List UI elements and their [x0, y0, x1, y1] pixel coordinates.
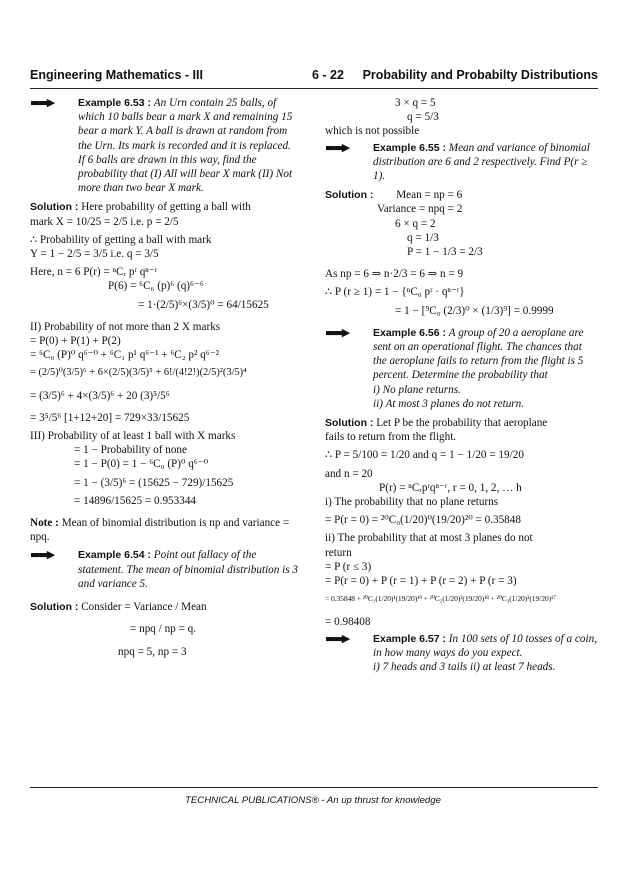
math-line: As np = 6 ⇒ n·2/3 = 6 ⇒ n = 9	[325, 268, 464, 281]
math-line: = 0.35848 + ²⁰C₁(1/20)¹(19/20)¹⁹ + ²⁰C₂(1/20)²(19/20)¹⁸ + ²⁰C₃(1/20)³(19/20)¹⁷	[325, 594, 556, 604]
example-label: Example 6.54 :	[78, 549, 151, 562]
math-line: = 1 − (3/5)⁶ = (15625 − 729)/15625	[74, 476, 234, 489]
math-line: = P (r ≤ 3)	[325, 560, 372, 573]
math-line: = 1 − Probability of none	[74, 444, 187, 457]
math-line: ∴ P = 5/100 = 1/20 and q = 1 − 1/20 = 19/20	[325, 449, 524, 462]
math-line: III) Probability of at least 1 ball with X marks	[30, 430, 236, 443]
solution-label: Solution :	[30, 601, 79, 614]
example-6-54	[30, 548, 300, 591]
math-line: = npq / np = q.	[130, 623, 197, 636]
example-subpart: i) No plane returns.	[373, 383, 461, 396]
example-subpart: i) 7 heads and 3 tails ii) at least 7 heads.	[373, 661, 556, 674]
math-line: npq = 5, np = 3	[118, 645, 187, 658]
math-line: = 1 − [⁹C₀ (2/3)⁰ × (1/3)⁹] = 0.9999	[395, 304, 554, 317]
note-block	[30, 516, 300, 544]
math-line: = P(0) + P(1) + P(2)	[30, 335, 121, 348]
arrow-icon: ▬▬▶	[325, 631, 349, 645]
math-line: = 1·(2/5)⁶×(3/5)⁰ = 64/15625	[138, 298, 269, 311]
chapter-title: Probability and Probabilty Distributions	[362, 68, 598, 82]
book-title: Engineering Mathematics - III	[30, 68, 203, 82]
math-line: = ⁶C₀ (P)⁰ q⁶⁻⁰ + ⁶C₁ p¹ q⁶⁻¹ + ⁶C₂ p² q⁶⁻²	[30, 349, 219, 362]
example-label: Example 6.55 :	[373, 141, 446, 154]
example-6-53	[30, 96, 300, 195]
solution-label: Solution :	[30, 201, 79, 214]
math-line: Here, n = 6 P(r) = ⁿCᵣ pʳ qⁿ⁻ʳ	[30, 266, 158, 279]
left-column	[30, 96, 300, 659]
arrow-icon: ▬▬▶	[30, 96, 54, 109]
math-line: fails to return from the flight.	[325, 431, 457, 444]
math-line: Y = 1 − 2/5 = 3/5 i.e. q = 3/5	[30, 248, 159, 261]
math-line: P = 1 − 1/3 = 2/3	[407, 246, 483, 259]
math-line: mark X = 10/25 = 2/5 i.e. p = 2/5	[30, 215, 179, 228]
page-number: 6 - 22	[312, 68, 344, 82]
example-question: In 100 sets of 10 tosses of a coin, in how many ways do you expect.	[373, 632, 597, 659]
arrow-icon: ▬▬▶	[30, 548, 54, 562]
running-header	[30, 68, 598, 86]
math-line: P(6) = ⁶C₆ (p)⁶ (q)⁶⁻⁶	[108, 280, 204, 293]
arrow-icon: ▬▬▶	[325, 325, 349, 339]
example-question: Point out fallacy of the statement. The mean of binomial distribution is 3 and variance 5.	[78, 549, 299, 590]
note-text: Mean of binomial distribution is np and variance = npq.	[30, 517, 290, 544]
example-label: Example 6.57 :	[373, 632, 446, 645]
example-question: Mean and variance of binomial distribution are 6 and 2 respectively. Find P(r ≥ 1).	[373, 141, 590, 183]
math-line: Consider = Variance / Mean	[81, 601, 207, 614]
math-line: = 14896/15625 = 0.953344	[74, 494, 197, 507]
example-label: Example 6.56 :	[373, 326, 446, 339]
math-line: q = 5/3	[407, 111, 439, 124]
footer-publisher: TECHNICAL PUBLICATIONS® - An up thrust for knowledge	[185, 795, 441, 806]
math-line: which is not possible	[325, 125, 420, 138]
example-label: Example 6.53 :	[78, 97, 151, 109]
math-line: = P(r = 0) + P (r = 1) + P (r = 2) + P (r = 3)	[325, 575, 517, 588]
math-line: Let P be the probability that aeroplane	[376, 417, 548, 430]
math-line: = (2/5)⁰(3/5)⁶ + 6×(2/5)(3/5)⁵ + 6!/(4!2!)(2/5)²(3/5)⁴	[30, 367, 247, 379]
math-line: ∴ P (r ≥ 1) = 1 − {ⁿC₀ pʳ · qⁿ⁻ʳ}	[325, 286, 465, 299]
math-line: P(r) = ⁿCᵣpʳqⁿ⁻ʳ, r = 0, 1, 2, … h	[379, 481, 522, 494]
arrow-icon: ▬▬▶	[325, 140, 349, 154]
example-6-56	[325, 326, 597, 411]
math-line: = 1 − P(0) = 1 − ⁶C₀ (P)⁰ q⁶⁻⁰	[74, 458, 209, 471]
math-line: = (3/5)⁶ + 4×(3/5)⁶ + 20 (3)⁵/5⁶	[30, 389, 170, 402]
example-6-57	[325, 632, 597, 675]
math-line: q = 1/3	[407, 231, 439, 244]
example-question: An Urn contain 25 balls, of which 10 balls bear a mark X and remaining 15 bear a mark Y. A ball is drawn at random from the Urn. Its mark is recorded and it is replaced. If 6 balls are drawn in this way, find the probability that (I) All will bear X mark (II) Not more than two bear X mark.	[78, 97, 293, 195]
math-line: ii) The probability that at most 3 planes do not	[325, 532, 533, 545]
header-rule	[30, 88, 598, 89]
math-line: = 0.98408	[325, 615, 371, 628]
math-line: and n = 20	[325, 467, 373, 480]
right-column	[325, 96, 597, 679]
example-6-55	[325, 141, 597, 184]
math-line: i) The probability that no plane returns	[325, 496, 499, 509]
math-line: 3 × q = 5	[395, 97, 436, 109]
note-label: Note :	[30, 517, 59, 530]
footer-rule	[30, 787, 598, 788]
math-line: = P(r = 0) = ²⁰C₀(1/20)⁰(19/20)²⁰ = 0.35848	[325, 514, 521, 527]
math-line: 6 × q = 2	[395, 217, 436, 230]
math-line: ∴ Probability of getting a ball with mark	[30, 233, 212, 246]
example-question: A group of 20 a aeroplane are sent on an operational flight. The chances that the aeroplane fails to return from the flight is 5 percent. Determine the probability that	[373, 326, 584, 382]
math-line: Variance = npq = 2	[377, 203, 463, 216]
math-line: return	[325, 546, 352, 559]
solution-label: Solution :	[325, 189, 374, 202]
example-subpart: ii) At most 3 planes do not return.	[373, 397, 525, 410]
solution-label: Solution :	[325, 417, 374, 430]
math-line: II) Probability of not more than 2 X marks	[30, 320, 221, 333]
math-line: Here probability of getting a ball with	[81, 201, 251, 214]
math-line: = 3⁵/5⁶ [1+12+20] = 729×33/15625	[30, 411, 190, 424]
math-line: Mean = np = 6	[396, 189, 463, 202]
